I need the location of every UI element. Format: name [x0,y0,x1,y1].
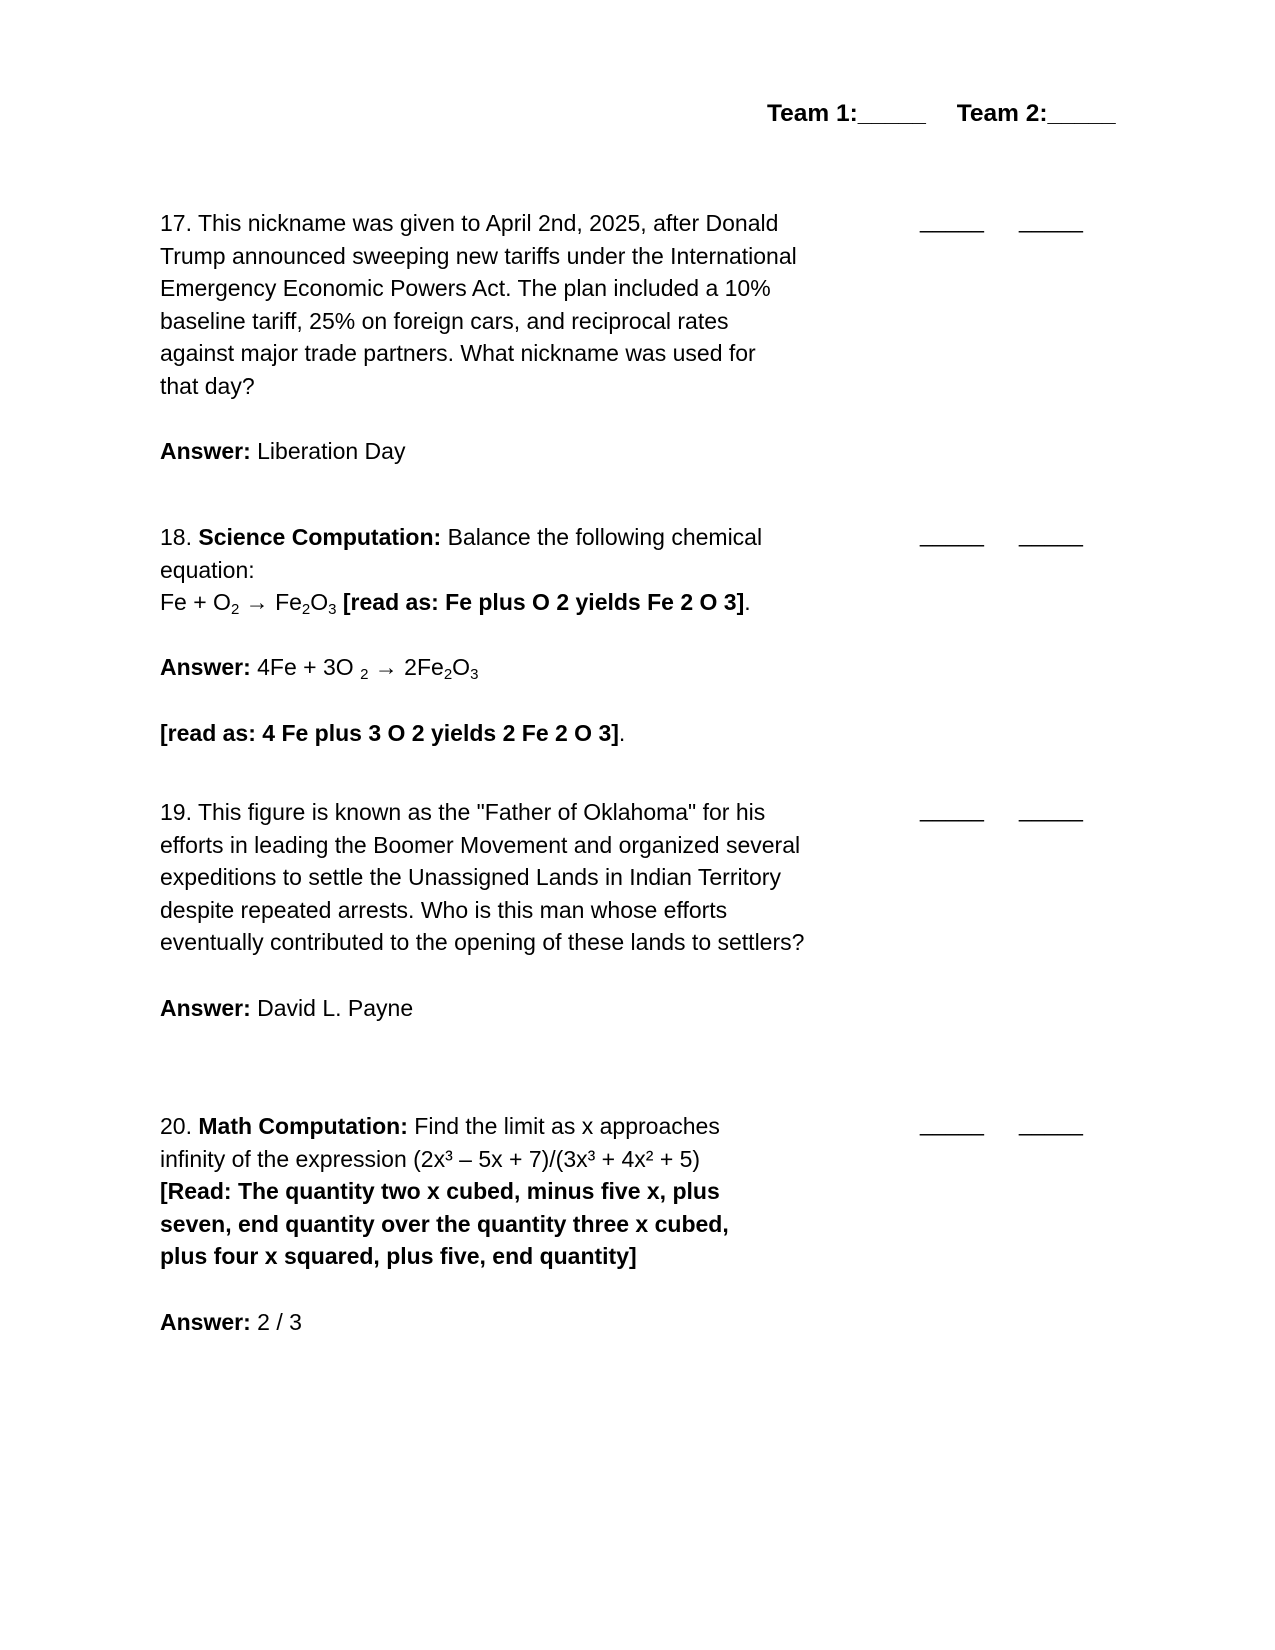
question-19-text: 19. This figure is known as the "Father of Oklahoma" for his efforts in leading the Boomer Movement and organized several expeditions to settle the Unassigned Lands in Indian Territory despite repeated arrests. Who is this man whose efforts eventually contributed to the opening of these lands to settlers? [160,799,805,956]
question-prompt: Balance the following chemical equation: [160,524,763,583]
answer-value: David L. Payne [250,994,414,1021]
eq-text: → 2Fe [368,654,444,681]
eq-text: 4Fe + 3O [250,654,361,681]
team2-blank: _____ [1018,521,1083,547]
team1-blank: _____ [920,796,984,822]
team2-score-label: Team 2:_____ [956,100,1116,127]
question-20-score-blanks [920,1110,1083,1137]
answer-value: 2 / 3 [250,1308,302,1335]
eq-text: O [310,589,329,616]
answer-label: Answer: [160,654,251,681]
question-18-score-blanks [920,521,1083,548]
question-17-text: 17. This nickname was given to April 2nd, 2025, after Donald Trump announced sweeping new tariffs under the International Emergency Economic Powers Act. The plan included a 10% baseline tariff, 25% on foreign cars, and reciprocal rates against major trade partners. What nickname was used for that day? [160,210,797,399]
question-18-text [160,521,820,586]
question-number: 20. [160,1113,199,1139]
read-as-text: [read as: Fe plus O 2 yields Fe 2 O 3] [342,589,745,616]
answer-label: Answer: [160,1308,251,1335]
question-17-answer [160,435,840,468]
question-19-score-blanks [920,796,1083,823]
eq-text: O [452,654,471,681]
eq-subscript: 2 [301,601,311,619]
eq-subscript: 2 [443,666,453,684]
question-18-equation [160,586,840,619]
question-18-answer [160,651,840,684]
question-19 [160,796,840,1024]
question-20 [160,1110,840,1338]
question-18-answer-read [160,717,840,750]
eq-subscript: 3 [328,601,337,619]
eq-text: → Fe [239,589,302,616]
question-number: 18. [160,524,199,550]
question-category: Math Computation: [198,1113,408,1139]
question-category: Science Computation: [198,524,442,550]
read-as-text: [read as: 4 Fe plus 3 O 2 yields 2 Fe 2 O 3] [160,719,619,746]
team2-blank: _____ [1018,207,1083,233]
question-20-read [160,1175,780,1273]
question-17-score-blanks [920,207,1083,234]
question-20-answer [160,1306,840,1339]
period: . [618,719,626,746]
answer-value: Liberation Day [250,438,406,465]
question-17 [160,207,840,468]
answer-label: Answer: [160,994,251,1021]
question-18 [160,521,840,749]
eq-subscript: 3 [470,666,479,684]
question-prompt: Find the limit as x approaches infinity of the expression (2x³ – 5x + 7)/(3x³ + 4x² + 5) [160,1113,720,1172]
read-as-text: [Read: The quantity two x cubed, minus five x, plus seven, end quantity over the quantity three x cubed, plus four x squared, plus five, end quantity] [160,1178,729,1270]
question-20-text [160,1110,780,1175]
team1-score-label: Team 1:_____ [767,100,926,127]
period: . [744,589,751,616]
eq-text: Fe + O [160,589,231,616]
question-19-answer [160,992,840,1025]
team1-blank: _____ [920,521,984,547]
team2-blank: _____ [1018,1110,1083,1136]
team1-blank: _____ [920,1110,984,1136]
eq-subscript: 2 [230,601,240,619]
team1-blank: _____ [920,207,984,233]
answer-label: Answer: [160,438,251,465]
eq-subscript: 2 [360,666,369,684]
team2-blank: _____ [1018,796,1083,822]
team-score-header [767,100,1116,128]
